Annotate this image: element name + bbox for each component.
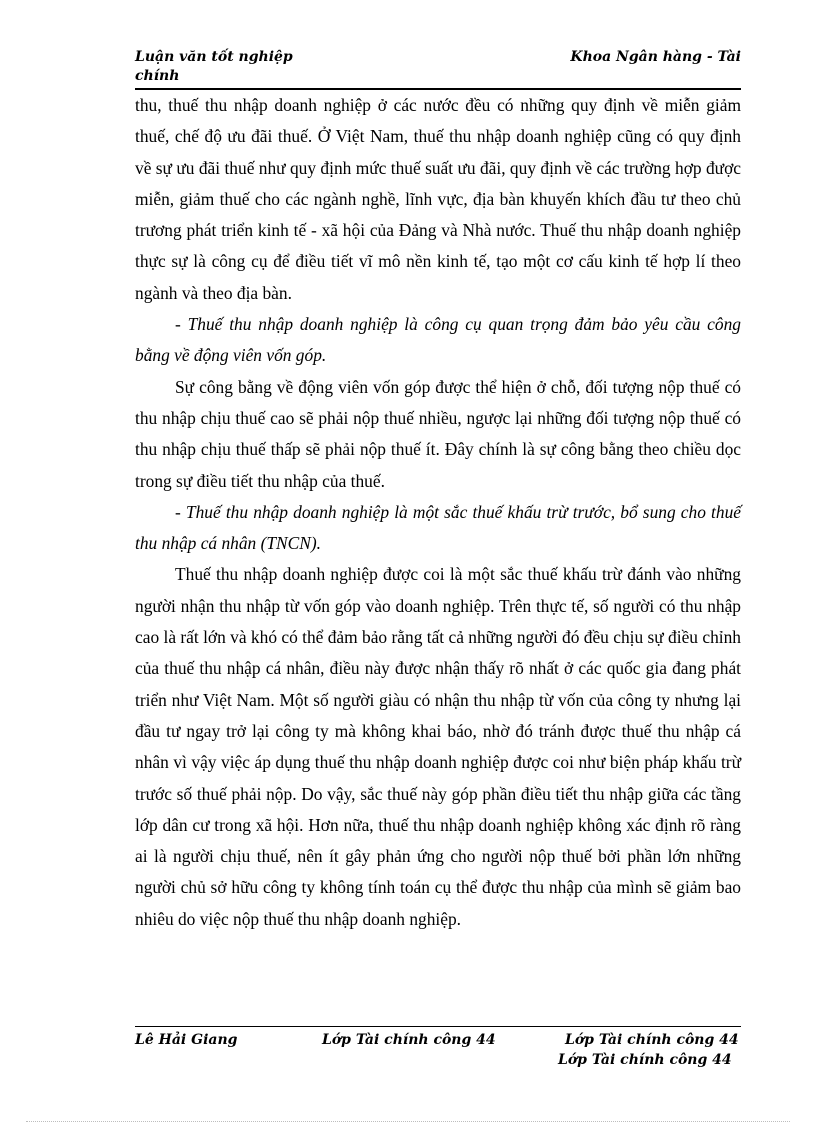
- header-faculty-label: Khoa Ngân hàng - Tài: [570, 49, 741, 65]
- italic-point: - Thuế thu nhập doanh nghiệp là một sắc thuế khấu trừ trước, bổ sung cho thuế thu nhập cá nhân (TNCN).: [135, 501, 741, 554]
- page-header: [135, 48, 741, 88]
- italic-point: - Thuế thu nhập doanh nghiệp là công cụ quan trọng đảm bảo yêu cầu công bằng về động viên vốn góp.: [135, 314, 741, 366]
- footer-class-center: Lớp Tài chính công 44: [322, 1032, 496, 1048]
- footer-divider: [135, 1026, 741, 1027]
- paragraph: Thuế thu nhập doanh nghiệp được coi là một sắc thuế khấu trừ đánh vào những người nhận thu nhập từ vốn góp vào doanh nghiệp. Trên thực tế, số người có thu nhập cao là rất lớn và khó có thể đảm bảo rằng tất cả những người đó đều chịu sự điều chỉnh của thuế thu nhập cá nhân, điều này được nhận thấy rõ nhất ở các quốc gia đang phát triển như Việt Nam. Một số người giàu có nhận thu nhập từ vốn của công ty nhưng lại đầu tư ngay trở lại công ty mà không khai báo, nhờ đó tránh được thuế thu nhập cá nhân vì vậy việc áp dụng thuế thu nhập doanh nghiệp được coi như biện pháp khấu trừ trước số thuế phải nộp. Do vậy, sắc thuế này góp phần điều tiết thu nhập giữa các tầng lớp dân cư trong xã hội. Hơn nữa, thuế thu nhập doanh nghiệp không xác định rõ ràng ai là người chịu thuế, nên ít gây phản ứng cho người nộp thuế bởi phần lớn những người chủ sở hữu công ty không tính toán cụ thể được thu nhập của mình sẽ giảm bao nhiêu do việc nộp thuế thu nhập doanh nghiệp.: [135, 564, 741, 929]
- header-thesis-label-continued: chính: [135, 68, 180, 84]
- footer-class-right-repeat: Lớp Tài chính công 44: [558, 1052, 732, 1068]
- header-thesis-label: Luận văn tốt nghiệp: [135, 49, 293, 65]
- page-bottom-dotted-line: [26, 1121, 790, 1122]
- footer-class-right: Lớp Tài chính công 44: [565, 1032, 739, 1048]
- footer-author: Lê Hải Giang: [135, 1032, 238, 1048]
- paragraph: thu, thuế thu nhập doanh nghiệp ở các nước đều có những quy định về miễn giảm thuế, chế độ ưu đãi thuế. Ở Việt Nam, thuế thu nhập doanh nghiệp cũng có quy định về sự ưu đãi thuế như quy định mức thuế suất ưu đãi, quy định về các trường hợp được miễn, giảm thuế cho các ngành nghề, lĩnh vực, địa bàn khuyến khích đầu tư theo chủ trương phát triển kinh tế - xã hội của Đảng và Nhà nước. Thuế thu nhập doanh nghiệp thực sự là công cụ để điều tiết vĩ mô nền kinh tế, tạo một cơ cấu kinh tế hợp lí theo ngành và theo địa bàn.: [135, 95, 741, 303]
- page-body: [135, 90, 741, 935]
- paragraph: Sự công bằng về động viên vốn góp được thể hiện ở chỗ, đối tượng nộp thuế có thu nhập chịu thuế cao sẽ phải nộp thuế nhiều, ngược lại những đối tượng nộp thuế có thu nhập chịu thuế thấp sẽ phải nộp thuế ít. Đây chính là sự công bằng theo chiều dọc trong sự điều tiết thu nhập của thuế.: [135, 376, 741, 491]
